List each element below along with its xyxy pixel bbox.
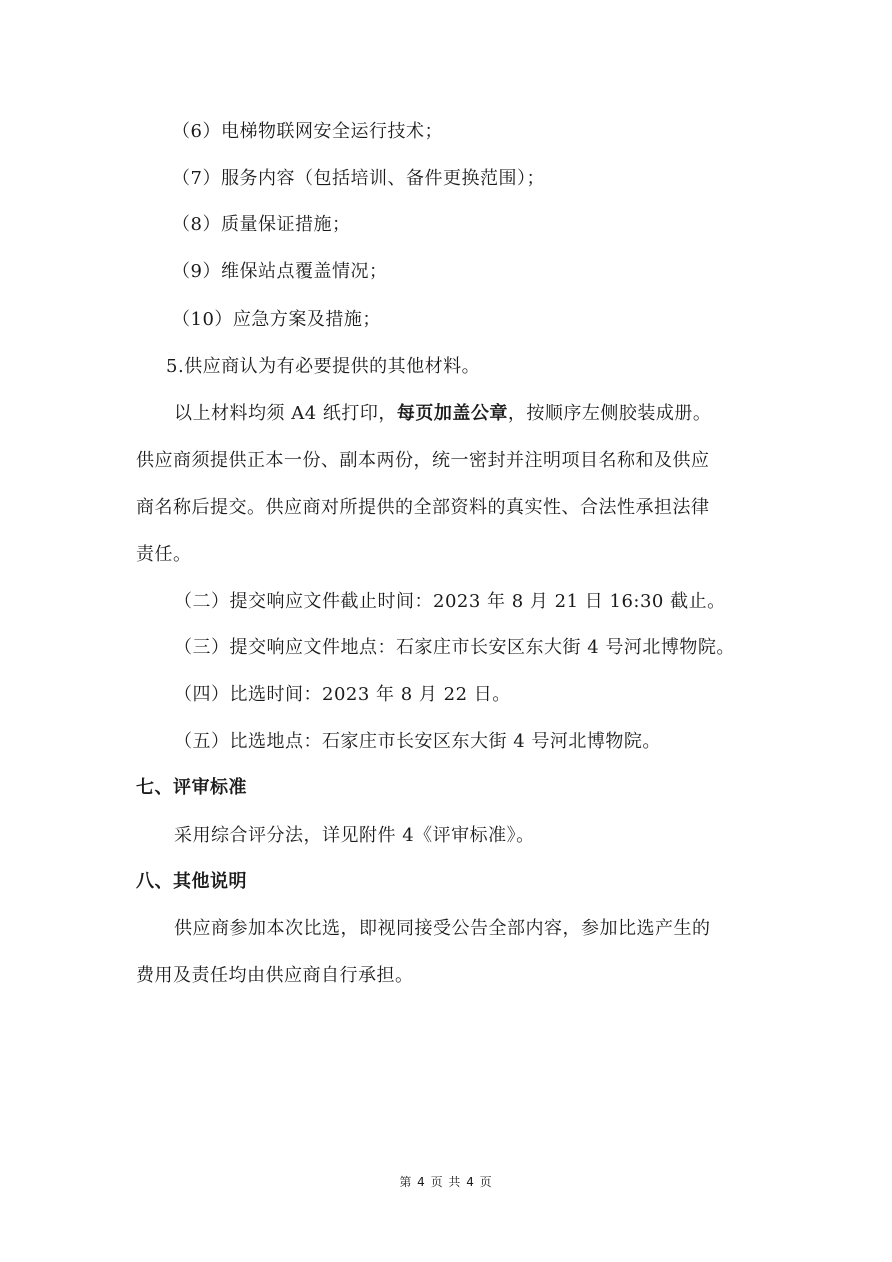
schedule-item: （五）比选地点：石家庄市长安区东大街 4 号河北博物院。 [174,731,661,752]
paragraph-line [174,402,711,426]
emphasis-text: 每页加盖公章 [396,403,508,424]
list-item-5: 5.供应商认为有必要提供的其他材料。 [166,356,481,377]
paragraph-line: 费用及责任均由供应商自行承担。 [136,965,414,986]
paragraph-text: 以上材料均须 A4 纸打印， [174,403,397,424]
paragraph-text: ，按顺序左侧胶装成册。 [507,403,712,424]
list-item: （6）电梯物联网安全运行技术； [172,121,443,142]
paragraph-line: 商名称后提交。供应商对所提供的全部资料的真实性、合法性承担法律 [136,497,710,518]
list-item: （10）应急方案及措施； [172,309,381,330]
schedule-item: （四）比选时间：2023 年 8 月 22 日。 [174,684,511,705]
paragraph-line: 供应商须提供正本一份、副本两份，统一密封并注明项目名称和及供应 [136,450,710,471]
list-item: （7）服务内容（包括培训、备件更换范围）； [172,168,545,189]
section-heading: 七、评审标准 [136,777,247,798]
list-item: （8）质量保证措施； [172,214,351,235]
schedule-item: （二）提交响应文件截止时间：2023 年 8 月 21 日 16:30 截止。 [174,591,726,612]
paragraph-line: 责任。 [136,544,192,565]
schedule-item: （三）提交响应文件地点：石家庄市长安区东大街 4 号河北博物院。 [174,637,735,658]
list-item: （9）维保站点覆盖情况； [172,261,388,282]
paragraph-line: 采用综合评分法，详见附件 4《评审标准》。 [174,825,535,846]
page-number: 第 4 页 共 4 页 [399,1175,493,1189]
paragraph-line: 供应商参加本次比选，即视同接受公告全部内容，参加比选产生的 [174,918,711,939]
section-heading: 八、其他说明 [136,871,247,892]
